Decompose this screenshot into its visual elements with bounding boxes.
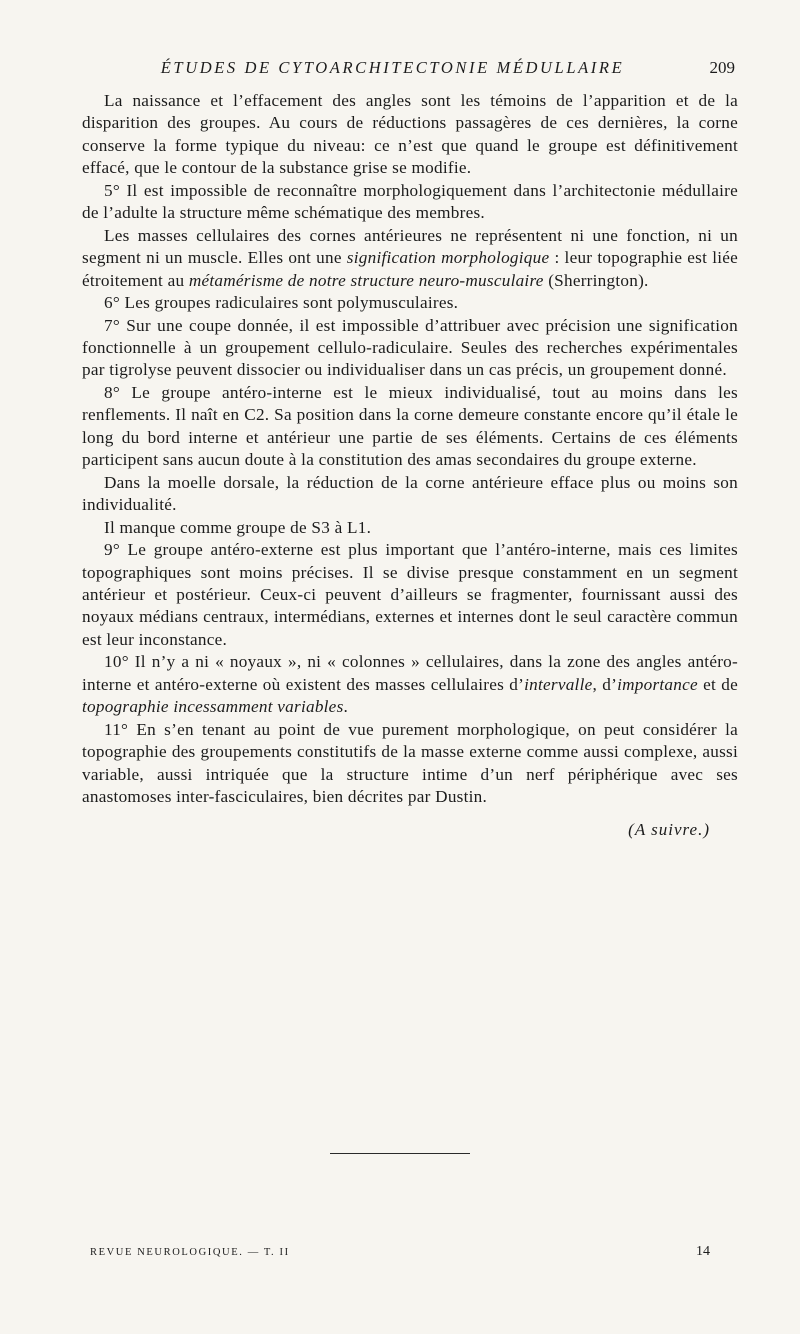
paragraph-3-part-e: (Sherrington).	[543, 270, 649, 290]
paragraph-10-part-e: et de	[697, 674, 738, 694]
running-head-title: ÉTUDES DE CYTOARCHITECTONIE MÉDULLAIRE	[160, 58, 625, 77]
paragraph-5: 7° Sur une coupe donnée, il est impossible d’attribuer avec précision une signification fonctionnelle à un groupement cellulo-radiculaire. Seules des recherches expérimentales par tigrolyse peuvent dissocier ou individualiser dans un cas précis, un groupement donné.	[82, 315, 738, 380]
italic-signification-morphologique: signification morphologique	[346, 248, 550, 268]
paragraph-11: 11° En s’en tenant au point de vue purement morphologique, on peut considérer la topographie des groupements constitutifs de la masse externe comme aussi complexe, aussi variable, aussi intriquée que la structure intime d’un nerf périphérique avec ses anastomoses inter-fasciculaires, bien décrites par Dustin.	[82, 719, 738, 807]
sheet-number: 14	[696, 1244, 710, 1259]
paragraph-10-part-g: .	[343, 697, 349, 717]
paragraph-6: 8° Le groupe antéro-interne est le mieux individualisé, tout au moins dans les renflements. Il naît en C2. Sa position dans la corne demeure constante encore qu’il étale le long du bord interne et antérieur une partie de ses éléments. Certains de ces éléments participent sans aucun doute à la constitution des amas secondaires du groupe externe.	[82, 382, 738, 470]
paragraph-8: Il manque comme groupe de S3 à L1.	[104, 517, 372, 537]
body-text	[82, 90, 738, 841]
section-divider-rule	[330, 1153, 470, 1154]
italic-importance: importance	[617, 674, 698, 694]
to-be-continued-note: (A suivre.)	[628, 819, 710, 839]
page-number: 209	[709, 58, 735, 77]
paragraph-2: 5° Il est impossible de reconnaître morphologiquement dans l’architectonie médullaire de l’adulte la structure même schématique des membres.	[82, 180, 738, 223]
italic-metamerisme: métamérisme de notre structure neuro-musculaire	[188, 270, 544, 290]
paragraph-3	[82, 225, 738, 292]
paragraph-3-part-a: Les masses cellulaires des cornes antérieures ne représentent ni une fonction, ni un segment ni un muscle. Elles ont une	[82, 225, 738, 268]
paragraph-4: 6° Les groupes radiculaires sont polymusculaires.	[104, 293, 459, 313]
italic-topographie-variables: topographie incessamment variables	[82, 697, 344, 717]
paragraph-1: La naissance et l’effacement des angles sont les témoins de l’apparition et de la disparition des groupes. Au cours de réductions passagères de ces dernières, la corne conserve la forme typique du niveau: ce n’est que quand le groupe est définitivement effacé, que le contour de la substance grise se modifie.	[82, 91, 738, 178]
paragraph-3-part-c: : leur topographie est liée étroitement au	[82, 248, 739, 290]
italic-intervalle: intervalle	[524, 674, 593, 694]
paragraph-10-part-c: , d’	[592, 674, 618, 694]
paragraph-7: Dans la moelle dorsale, la réduction de la corne antérieure efface plus ou moins son individualité.	[82, 472, 738, 515]
journal-signature: REVUE NEUROLOGIQUE. — T. II	[90, 1247, 290, 1258]
paragraph-10-part-a: 10° Il n’y a ni « noyaux », ni « colonnes » cellulaires, dans la zone des angles antéro-interne et antéro-externe où existent des masses cellulaires d’	[82, 652, 738, 694]
paragraph-9: 9° Le groupe antéro-externe est plus important que l’antéro-interne, mais ces limites topographiques sont moins précises. Il se divise presque constamment en un segment antérieur et postérieur. Ceux-ci peuvent d’ailleurs se fragmenter, fournissant aussi des noyaux médians centraux, intermédians, externes et internes dont le seul caractère commun est leur inconstance.	[82, 540, 738, 649]
paragraph-10	[82, 651, 738, 718]
